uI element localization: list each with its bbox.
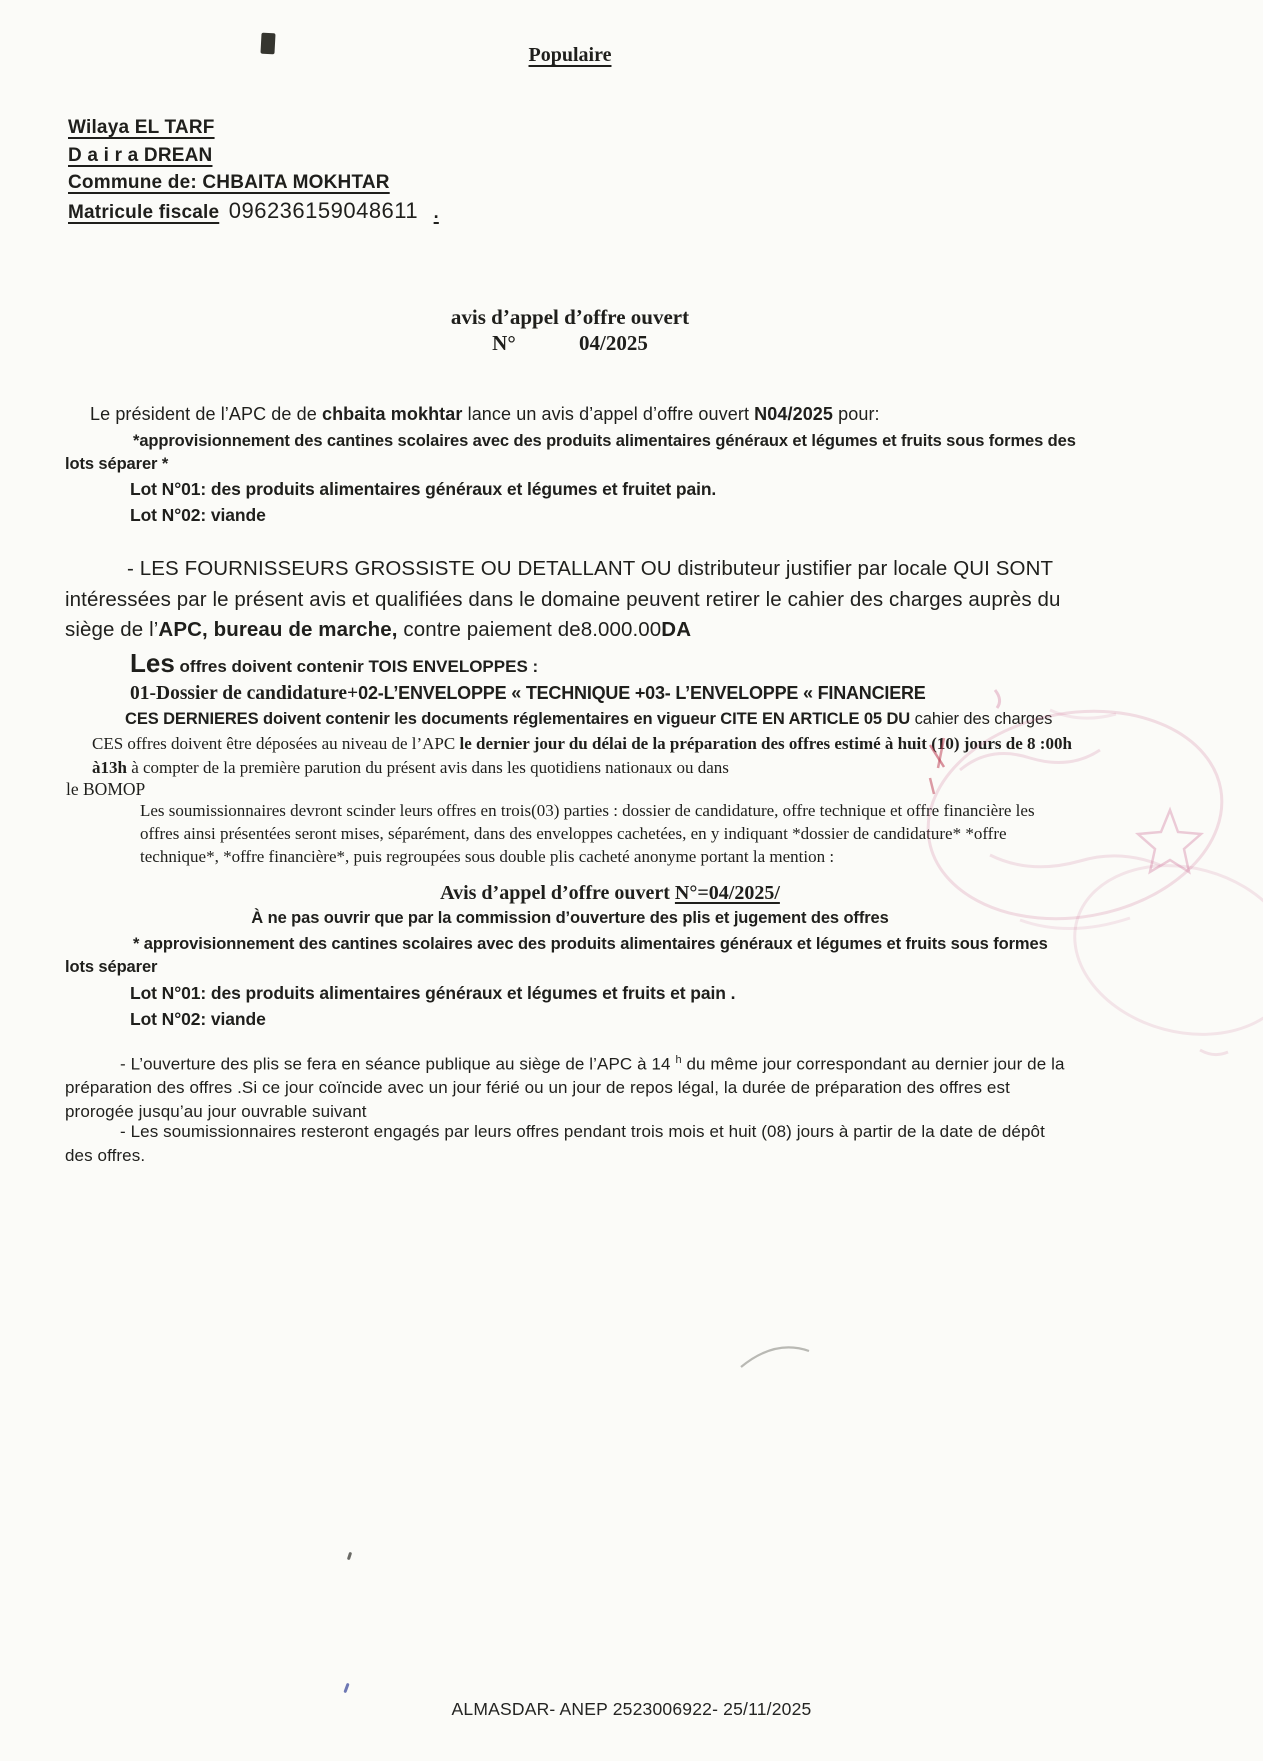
lot-01-line: Lot N°01: des produits alimentaires généraux et légumes et fruitet pain. (130, 479, 717, 499)
pencil-curve-mark (735, 1335, 815, 1375)
dernieres-bold: CES DERNIERES doivent contenir les documents réglementaires en vigueur CITE EN ARTICLE 05 DU (125, 710, 911, 728)
ink-speck (347, 1552, 352, 1561)
tender-object-paragraph: *approvisionnement des cantines scolaires avec des produits alimentaires généraux et légumes et fruits sous formes des lots séparer * (65, 432, 1076, 473)
ouverture-part1: - L’ouverture des plis se fera en séance publique au siège de l’APC à 14 (120, 1054, 676, 1074)
mention-title-text: Avis d’appel d’offre ouvert (440, 882, 675, 904)
lot-02-line: Lot N°02: viande (130, 505, 266, 525)
enveloppes-list-sans: 02-L’ENVELOPPE « TECHNIQUE +03- L’ENVELOPPE « FINANCIERE (358, 683, 926, 703)
mention-warning-line: À ne pas ouvrir que par la commission d’ouverture des plis et jugement des offres (251, 909, 889, 927)
engagement-paragraph: - Les soumissionnaires resteront engagés par leurs offres pendant trois mois et huit (08) jours à partir de la date de dépôt des offres. (65, 1122, 1045, 1165)
publication-footer: ALMASDAR- ANEP 2523006922- 25/11/2025 (451, 1699, 812, 1719)
mention-title-number: N°=04/2025/ (674, 882, 780, 904)
mention-object-paragraph: * approvisionnement des cantines scolaires avec des produits alimentaires généraux et légumes et fruits sous formes lots séparer (65, 935, 1048, 976)
daira-text: D a i r a DREAN (68, 144, 213, 166)
commune-text: Commune de: CHBAITA MOKHTAR (68, 172, 390, 193)
commune-line (68, 169, 439, 197)
depot-bold: le dernier jour du délai de la préparation des offres estimé à huit (10) jours de 8 :00h à13h (92, 734, 1072, 777)
intro-commune: chbaita mokhtar (321, 404, 463, 424)
enveloppes-list-line (130, 683, 926, 705)
notice-number-label: N° (492, 331, 516, 355)
depot-regular2: à compter de la première parution du présent avis dans les quotidiens nationaux ou dans (126, 757, 729, 777)
notice-number-value: 04/2025 (578, 331, 648, 355)
depot-regular1: CES offres doivent être déposées au niveau de l’APC (92, 734, 460, 753)
header-populaire-text: Populaire (528, 44, 612, 66)
matricule-line (68, 197, 439, 227)
retrait-da-bold: DA (661, 618, 692, 641)
enveloppes-intro-line (130, 648, 538, 679)
matricule-value: 096236159048611 (228, 197, 419, 223)
intro-mid: lance un avis d’appel d’offre ouvert (462, 404, 755, 424)
ouverture-part2: du même jour correspondant au dernier jour de la préparation des offres .Si ce jour coïncide avec un jour férié ou un jour de repos légal, la durée de préparation des offres est prorogée jusqu’au jour ouvrable suivant (65, 1054, 1065, 1121)
retrait-part3: contre paiement de8.000.00 (397, 618, 662, 641)
dernieres-regular: cahier des charges (910, 710, 1053, 728)
mention-lot-01-line: Lot N°01: des produits alimentaires généraux et légumes et fruits et pain . (130, 983, 736, 1003)
scinder-paragraph: Les soumissionnaires devront scinder leurs offres en trois(03) parties : dossier de candidature, offre technique et offre financière les offres ainsi présentées seront mises, séparément, dans des enveloppes cachetées, en y indiquant *dossier de candidature* *offre technique*, *offre financière*, puis regroupées sous double plis cacheté anonyme portant la mention : (140, 801, 1035, 866)
enveloppes-les: Les (130, 648, 175, 678)
enveloppes-rest: offres doivent contenir TOIS ENVELOPPES : (174, 657, 539, 676)
matricule-label: Matricule fiscale (68, 201, 220, 223)
wilaya-text: Wilaya EL TARF (68, 117, 215, 138)
header-populaire (0, 44, 1140, 67)
pink-stamp-mark (900, 620, 1263, 1100)
issuer-block (68, 114, 439, 226)
mention-lot-02-line: Lot N°02: viande (130, 1009, 266, 1029)
retrait-apc-bold: APC, bureau de marche, (158, 618, 398, 641)
ouverture-hour-superscript: h (675, 1054, 682, 1066)
notice-title-line1: avis d’appel d’offre ouvert (450, 305, 690, 329)
bomop-line: le BOMOP (66, 779, 146, 799)
intro-pre: Le président de l’APC de de (90, 404, 322, 424)
daira-line (68, 142, 439, 170)
intro-ref: N04/2025 (754, 404, 834, 424)
notice-title (0, 304, 1140, 356)
wilaya-line (68, 114, 439, 142)
notice-title-number-line (0, 330, 1140, 356)
blue-ink-speck (343, 1683, 349, 1693)
intro-paragraph (90, 404, 1130, 425)
matricule-dot: . (433, 201, 439, 222)
enveloppes-list-serif: 01-Dossier de candidature+ (130, 683, 359, 704)
retrait-part1: - LES FOURNISSEURS GROSSISTE OU DETALLANT OU distributeur justifier par locale QUI SONT intéressées par le présent avis et qualifiées dans le domaine peuvent retirer le cahier des charges auprès du siège de l’ (65, 557, 1061, 641)
intro-post: pour: (833, 404, 880, 424)
